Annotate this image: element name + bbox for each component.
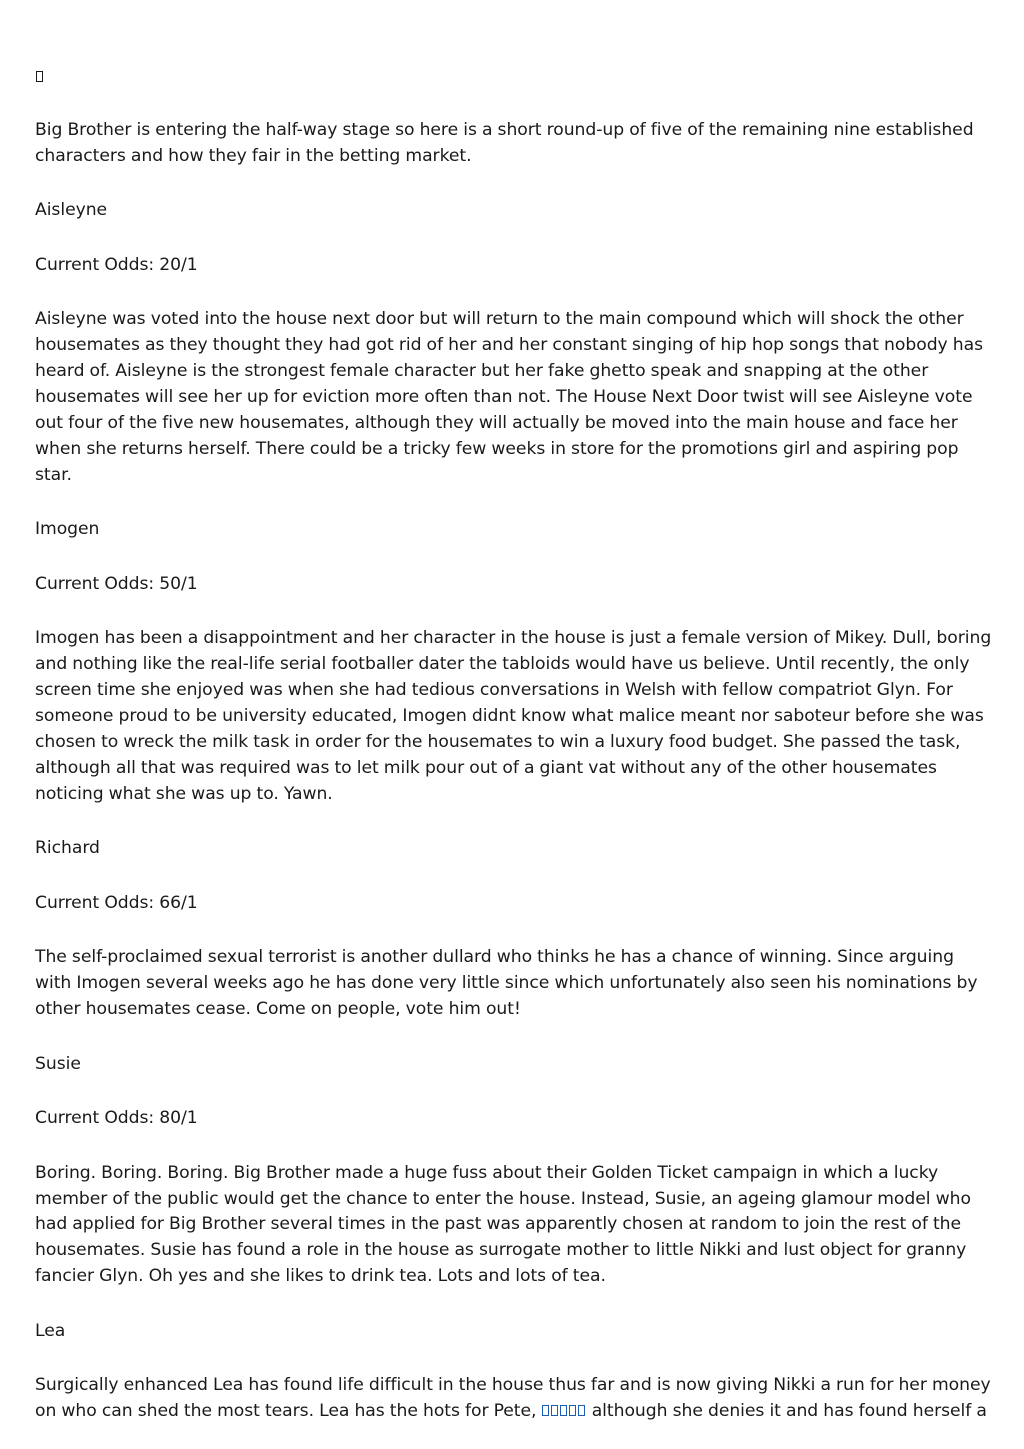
odds-susie: Current Odds: 80/1 <box>35 1108 198 1129</box>
paragraph-imogen: Imogen has been a disappointment and her character in the house is just a female version of Mikey. Dull, boring and nothing like the real-life serial footballer dater the tabloids would have us believe. Until recently, the only screen time she enjoyed was when she had tedious conversations in Welsh with fellow compatriot Glyn. For someone proud to be university educated, Imogen didnt know what malice meant nor saboteur before she was chosen to wreck the milk task in order for the housemates to win a luxury food budget. She passed the task, although all that was required was to let milk pour out of a giant vat without any of the other housemates noticing what she was up to. Yawn. <box>35 628 992 804</box>
paragraph-aisleyne: Aisleyne was voted into the house next door but will return to the main compound which will shock the other housemates as they thought they had got rid of her and her constant singing of hip hop songs that nobody has heard of. Aisleyne is the strongest female character but her fake ghetto speak and snapping at the other housemates will see her up for eviction more often than not. The House Next Door twist will see Aisleyne vote out four of the five new housemates, although they will actually be moved into the main house and face her when she returns herself. There could be a tricky few weeks in store for the promotions girl and aspiring pop star. <box>35 309 984 485</box>
housemate-name-lea: Lea <box>35 1320 66 1341</box>
odds-imogen: Current Odds: 50/1 <box>35 573 198 594</box>
link-glyph-icon <box>542 1401 587 1421</box>
article-body <box>35 64 993 1425</box>
inline-link[interactable] <box>542 1401 587 1421</box>
housemate-name-aisleyne: Aisleyne <box>35 200 108 221</box>
missing-glyph-icon <box>35 64 993 90</box>
paragraph-susie: Boring. Boring. Boring. Big Brother made a huge fuss about their Golden Ticket campaign in which a lucky member of the public would get the chance to enter the house. Instead, Susie, an ageing glamour model who had applied for Big Brother several times in the past was apparently chosen at random to join the rest of the housemates. Susie has found a role in the house as surrogate mother to little Nikki and lust object for granny fancier Glyn. Oh yes and she likes to drink tea. Lots and lots of tea. <box>35 1162 971 1287</box>
paragraph-lea <box>35 1373 993 1425</box>
odds-aisleyne: Current Odds: 20/1 <box>35 254 198 275</box>
housemate-name-susie: Susie <box>35 1053 81 1074</box>
glyph-box-icon <box>36 71 43 82</box>
paragraph-richard: The self-proclaimed sexual terrorist is another dullard who thinks he has a chance of winning. Since arguing with Imogen several weeks ago he has done very little since which unfortunately also seen his nominations by other housemates cease. Come on people, vote him out! <box>35 947 978 1020</box>
odds-richard: Current Odds: 66/1 <box>35 892 198 913</box>
paragraph-lea-text-before: Surgically enhanced Lea has found life difficult in the house thus far and is now giving Nikki a run for her money on who can shed the most tears. Lea has the hots for Pete, <box>35 1375 991 1422</box>
paragraph-lea-text-after: although she denies it and has found herself a <box>591 1401 987 1422</box>
housemate-name-imogen: Imogen <box>35 519 100 540</box>
intro-paragraph: Big Brother is entering the half-way stage so here is a short round-up of five of the remaining nine established characters and how they fair in the betting market. <box>35 120 974 166</box>
housemate-name-richard: Richard <box>35 838 100 859</box>
